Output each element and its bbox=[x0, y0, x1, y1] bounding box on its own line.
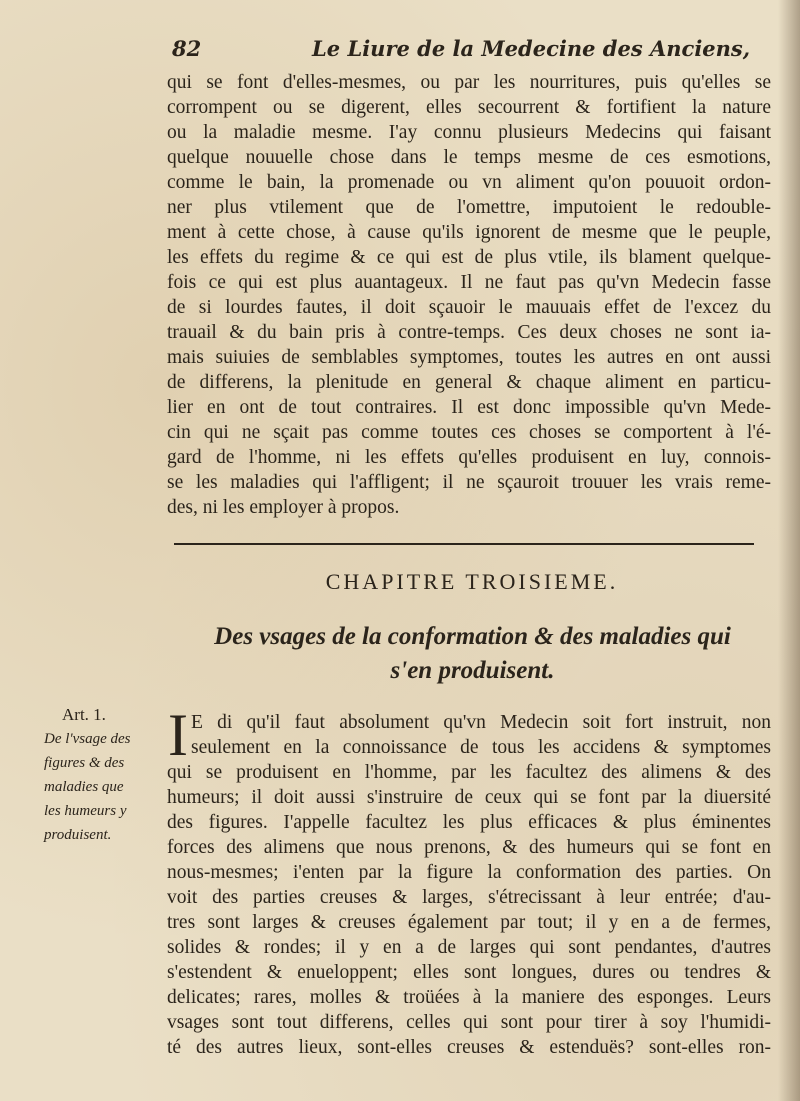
margin-note-line: maladies que bbox=[44, 779, 124, 795]
margin-note-line: produisent. bbox=[44, 827, 112, 843]
chapter-heading: CHAPITRE TROISIEME. bbox=[325, 569, 619, 594]
text-line: delicates; rares, molles & troüées à la maniere des esponges. Leurs bbox=[167, 987, 771, 1008]
section-divider bbox=[174, 543, 754, 545]
text-line: s'estendent & enueloppent; elles sont longues, dures ou tendres & bbox=[167, 962, 771, 983]
text-line: ment à cette chose, à cause qu'ils ignorent de mesme que le peuple, bbox=[167, 222, 771, 243]
text-line: des, ni les employer à propos. bbox=[167, 497, 400, 518]
text-line: vsages sont tout differens, celles qui sont pour tirer à soy l'humidi- bbox=[167, 1012, 771, 1033]
text-line: cin qui ne sçait pas comme toutes ces choses se comportent à l'é- bbox=[167, 422, 771, 443]
text-line: des figures. I'appelle facultez les plus efficaces & plus éminentes bbox=[167, 812, 771, 833]
margin-note bbox=[44, 703, 162, 847]
text-line: de differens, la plenitude en general & chaque aliment en particu- bbox=[167, 372, 771, 393]
text-line: humeurs; il doit aussi s'instruire de ceux qui se font par la diuersité bbox=[167, 787, 771, 808]
text-line: qui se font d'elles-mesmes, ou par les nourritures, puis qu'elles se bbox=[167, 72, 771, 93]
text-line: ner plus vtilement que de l'omettre, imputoient le redouble- bbox=[167, 197, 771, 218]
running-header bbox=[172, 36, 772, 66]
running-title: Le Liure de la Medecine des Anciens, bbox=[312, 36, 751, 61]
text-line: solides & rondes; il y en a de larges qui sont pendantes, d'autres bbox=[167, 937, 771, 958]
text-line: E di qu'il faut absolument qu'vn Medecin soit fort instruit, non bbox=[191, 712, 771, 733]
text-line: corrompent ou se digerent, elles secourrent & fortifient la nature bbox=[167, 97, 771, 118]
text-line: se les maladies qui l'affligent; il ne sçauroit trouuer les vrais reme- bbox=[167, 472, 771, 493]
text-line: lier en ont de tout contraires. Il est donc impossible qu'vn Mede- bbox=[167, 397, 771, 418]
margin-note-line: figures & des bbox=[44, 755, 125, 771]
text-line: quelque nouuelle chose dans le temps mesme de ces esmotions, bbox=[167, 147, 771, 168]
text-line: fois ce qui est plus auantageux. Il ne faut pas qu'vn Medecin fasse bbox=[167, 272, 771, 293]
text-line: té des autres lieux, sont-elles creuses & estenduës? sont-elles ron- bbox=[167, 1037, 771, 1058]
text-line: voit des parties creuses & larges, s'étrecissant à leur entrée; d'au- bbox=[167, 887, 771, 908]
chapter-subtitle-line: s'en produisent. bbox=[390, 657, 555, 684]
margin-note-line: les humeurs y bbox=[44, 803, 127, 819]
text-line: de si lourdes fautes, il doit sçauoir le mauuais effet de l'excez du bbox=[167, 297, 771, 318]
text-line: qui se produisent en l'homme, par les facultez des alimens & des bbox=[167, 762, 771, 783]
text-line: seulement en la connoissance de tous les accidens & symptomes bbox=[191, 737, 771, 758]
text-line: tres sont larges & creuses également par tout; il y en a de fermes, bbox=[167, 912, 771, 933]
paragraph-article-1 bbox=[167, 702, 771, 1060]
text-line: nous-mesmes; i'enten par la figure la conformation des parties. On bbox=[167, 862, 771, 883]
drop-cap: I bbox=[168, 702, 188, 768]
text-line: les effets du regime & ce qui est de plus vtile, ils blament quelque- bbox=[167, 247, 771, 268]
text-line: forces des alimens que nous prenons, & des humeurs qui se font en bbox=[167, 837, 771, 858]
chapter-subtitle-line: Des vsages de la conformation & des maladies qui bbox=[214, 623, 731, 650]
text-line: trauail & du bain pris à contre-temps. Ces deux choses ne sont ia- bbox=[167, 322, 771, 343]
chapter-subtitle bbox=[160, 620, 785, 688]
page-edge-shadow bbox=[778, 0, 800, 1101]
text-line: comme le bain, la promenade ou vn aliment qu'on pouuoit ordon- bbox=[167, 172, 771, 193]
article-label: Art. 1. bbox=[62, 705, 106, 724]
paragraph-continued bbox=[167, 70, 771, 520]
page-number: 82 bbox=[172, 36, 202, 61]
text-line: mais suiuies de semblables symptomes, toutes les autres en ont aussi bbox=[167, 347, 771, 368]
margin-note-line: De l'vsage des bbox=[44, 731, 131, 747]
text-line: ou la maladie mesme. I'ay connu plusieurs Medecins qui faisant bbox=[167, 122, 771, 143]
text-line: gard de l'homme, ni les effets qu'elles produisent en luy, connois- bbox=[167, 447, 771, 468]
